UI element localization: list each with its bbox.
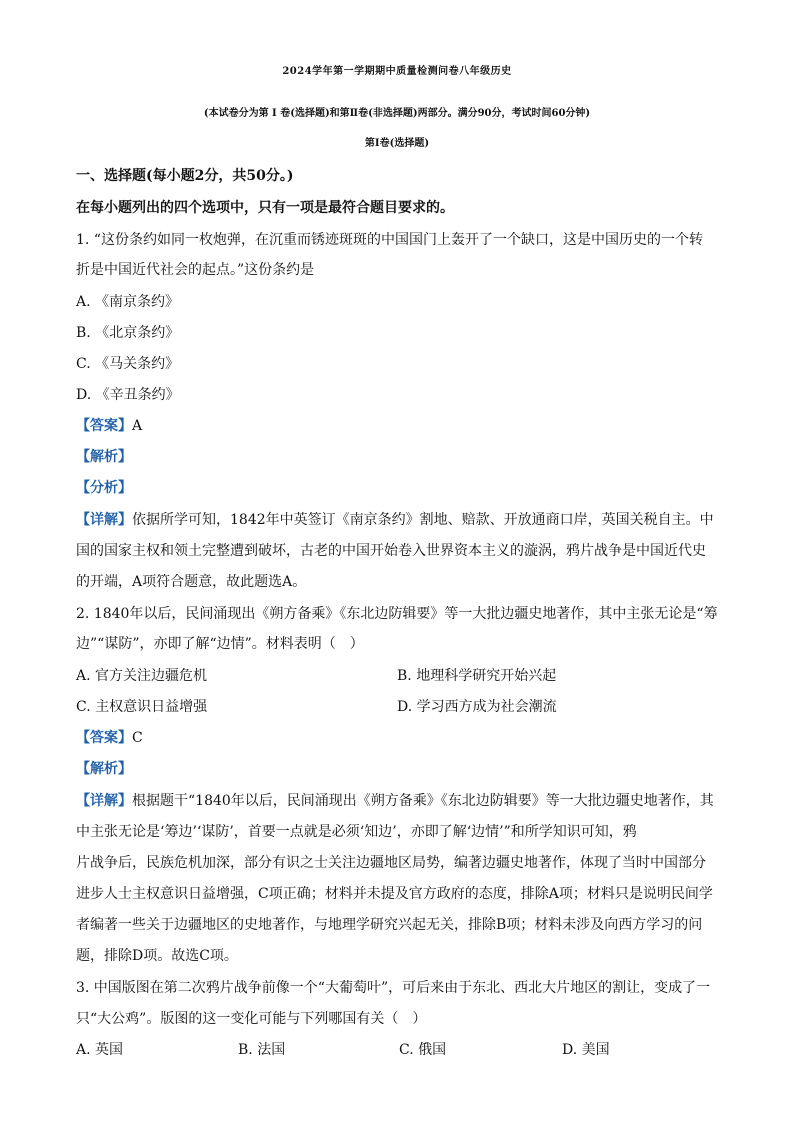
q2-detail-text1: 根据题干“1840年以后，民间涌现出《朔方备乘》《东北边防辑要》等一大批边疆史地著作，其 — [132, 793, 714, 809]
q2-detail-line4: 进步人士主权意识日益增强，C项正确；材料并未提及官方政府的态度，排除A项；材料只是说明民间学 — [76, 886, 713, 902]
q2-option-d: D. 学习西方成为社会潮流 — [397, 699, 557, 715]
q1-detail-line2: 国的国家主权和领土完整遭到破坏，古老的中国开始卷入世界资本主义的漩涡，鸦片战争是中国近代史 — [76, 543, 706, 559]
q1-analysis-tag: 【解析】 — [76, 449, 132, 465]
q3-option-d: D. 美国 — [562, 1042, 610, 1058]
q3-stem-line1: 3. 中国版图在第二次鸦片战争前像一个“大葡萄叶”，可后来由于东北、西北大片地区的割让，变成了一 — [76, 980, 711, 996]
q2-stem-line1: 2. 1840年以后，民间涌现出《朔方备乘》《东北边防辑要》等一大批边疆史地著作，其中主张无论是“筹 — [76, 606, 718, 622]
q1-stem-line2: 折是中国近代社会的起点。”这份条约是 — [76, 262, 315, 278]
q1-detail-text1: 依据所学可知，1842年中英签订《南京条约》割地、赔款、开放通商口岸，英国关税自主。中 — [132, 512, 714, 528]
detail-tag: 【详解】 — [76, 512, 132, 528]
q1-answer — [76, 416, 142, 436]
exam-subtitle: (本试卷分为第 Ⅰ 卷(选择题)和第Ⅱ卷(非选择题)两部分。满分90分，考试时间60分钟) — [203, 108, 591, 119]
answer-tag: 【答案】 — [76, 418, 132, 434]
q1-detail-line1 — [76, 510, 714, 530]
q2-option-a: A. 官方关注边疆危机 — [76, 668, 208, 684]
q1-option-b: B. 《北京条约》 — [76, 325, 180, 341]
q2-option-b: B. 地理科学研究开始兴起 — [397, 668, 557, 684]
page-title: 2024学年第一学期期中质量检测问卷八年级历史 — [282, 66, 512, 77]
q2-detail-line1 — [76, 791, 714, 811]
q2-answer-value: C — [132, 730, 143, 746]
q2-detail-line5: 者编著一些关于边疆地区的史地著作，与地理学研究兴起无关，排除B项；材料未涉及向西方学习的问 — [76, 917, 703, 933]
part-heading: 第Ⅰ卷(选择题) — [364, 138, 430, 149]
q3-stem-line2: 只“大公鸡”。版图的这一变化可能与下列哪国有关（ ） — [76, 1011, 427, 1027]
q1-answer-value: A — [132, 418, 143, 434]
q3-option-b: B. 法国 — [238, 1042, 286, 1058]
instruction-text: 在每小题列出的四个选项中，只有一项是最符合题目要求的。 — [76, 200, 454, 216]
section-heading: 一、选择题(每小题2分，共50分。) — [76, 168, 294, 184]
q3-option-a: A. 英国 — [76, 1042, 124, 1058]
q1-option-a: A. 《南京条约》 — [76, 294, 180, 310]
q1-option-d: D. 《辛丑条约》 — [76, 387, 180, 403]
q1-fenxi-tag: 【分析】 — [76, 480, 132, 496]
detail-tag: 【详解】 — [76, 793, 132, 809]
q3-option-c: C. 俄国 — [399, 1042, 447, 1058]
q2-answer — [76, 728, 143, 748]
q2-detail-line6: 题，排除D项。故选C项。 — [76, 948, 238, 964]
q1-stem-line1: 1. “这份条约如同一枚炮弹，在沉重而锈迹斑斑的中国国门上轰开了一个缺口，这是中国历史的一个转 — [76, 232, 703, 248]
q1-option-c: C. 《马关条约》 — [76, 356, 180, 372]
q2-detail-line2: 中主张无论是‘筹边’‘谋防’，首要一点就是必须‘知边’，亦即了解‘边情’”和所学知识可知，鸦 — [76, 824, 637, 840]
q1-detail-line3: 的开端，A项符合题意，故此题选A。 — [76, 574, 307, 590]
q2-detail-line3: 片战争后，民族危机加深，部分有识之士关注边疆地区局势，编著边疆史地著作，体现了当时中国部分 — [76, 855, 706, 871]
q2-analysis-tag: 【解析】 — [76, 761, 132, 777]
q2-option-c: C. 主权意识日益增强 — [76, 699, 208, 715]
q2-stem-line2: 边”“谋防”，亦即了解“边情”。材料表明（ ） — [76, 636, 364, 652]
answer-tag: 【答案】 — [76, 730, 132, 746]
